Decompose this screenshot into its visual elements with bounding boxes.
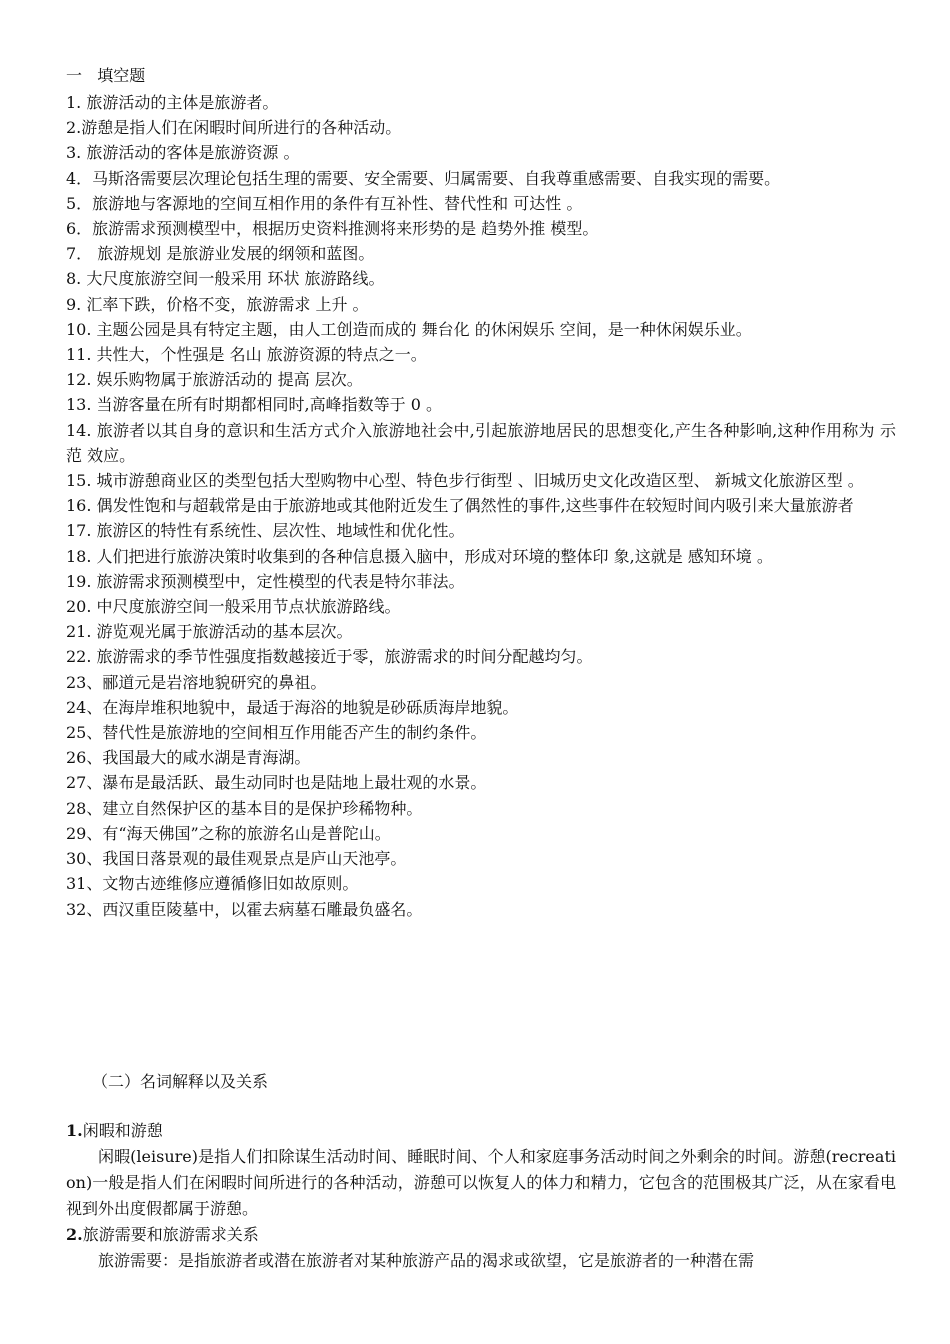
term-number: 2. bbox=[66, 1225, 83, 1244]
list-item: 21. 游览观光属于旅游活动的基本层次。 bbox=[66, 622, 353, 642]
list-item: 16. 偶发性饱和与超载常是由于旅游地或其他附近发生了偶然性的事件,这些事件在较短时间内吸引来大量旅游者 bbox=[66, 496, 854, 516]
term-title: 旅游需要和旅游需求关系 bbox=[82, 1225, 259, 1244]
list-item: 7． 旅游规划 是旅游业发展的纲领和蓝图。 bbox=[66, 244, 375, 264]
list-item: 10. 主题公园是具有特定主题，由人工创造而成的 舞台化 的休闲娱乐 空间，是一种休闲娱乐业。 bbox=[66, 319, 752, 339]
list-item: 9. 汇率下跌，价格不变，旅游需求 上升 。 bbox=[66, 294, 369, 314]
section-title-terms: （二）名词解释以及关系 bbox=[92, 1072, 269, 1091]
list-item: 31、文物古迹维修应遵循修旧如故原则。 bbox=[66, 874, 359, 894]
list-item: 19. 旅游需求预测模型中，定性模型的代表是特尔菲法。 bbox=[66, 571, 465, 591]
list-item: 22. 旅游需求的季节性强度指数越接近于零，旅游需求的时间分配越均匀。 bbox=[66, 647, 593, 667]
term-heading bbox=[66, 1118, 896, 1144]
list-item: 24、在海岸堆积地貌中，最适于海浴的地貌是砂砾质海岸地貌。 bbox=[66, 697, 519, 717]
list-item: 28、建立自然保护区的基本目的是保护珍稀物种。 bbox=[66, 798, 423, 818]
list-item: 32、西汉重臣陵墓中，以霍去病墓石雕最负盛名。 bbox=[66, 899, 423, 919]
list-item: 14. 旅游者以其自身的意识和生活方式介入旅游地社会中,引起旅游地居民的思想变化,产生各种影响,这种作用称为 示范 效应。 bbox=[66, 420, 896, 465]
term-heading bbox=[66, 1222, 896, 1248]
term-definitions bbox=[66, 1118, 896, 1274]
list-item: 13. 当游客量在所有时期都相同时,高峰指数等于 0 。 bbox=[66, 395, 442, 415]
list-item: 2.游憩是指人们在闲暇时间所进行的各种活动。 bbox=[66, 118, 402, 138]
term-paragraph: 旅游需要：是指旅游者或潜在旅游者对某种旅游产品的渴求或欲望，它是旅游者的一种潜在需 bbox=[98, 1251, 755, 1270]
list-item: 20. 中尺度旅游空间一般采用节点状旅游路线。 bbox=[66, 597, 401, 617]
list-item: 29、有“海天佛国”之称的旅游名山是普陀山。 bbox=[66, 823, 391, 843]
list-item: 25、替代性是旅游地的空间相互作用能否产生的制约条件。 bbox=[66, 723, 487, 743]
list-item: 6．旅游需求预测模型中，根据历史资料推测将来形势的是 趋势外推 模型。 bbox=[66, 219, 599, 239]
fill-in-items-list bbox=[66, 90, 896, 922]
list-item: 27、瀑布是最活跃、最生动同时也是陆地上最壮观的水景。 bbox=[66, 773, 487, 793]
term-number: 1. bbox=[66, 1121, 83, 1140]
section-title-fill-in: 一 填空题 bbox=[66, 66, 146, 85]
term-paragraph: 闲暇(leisure)是指人们扣除谋生活动时间、睡眠时间、个人和家庭事务活动时间之外剩余的时间。游憩(recreation)一般是指人们在闲暇时间所进行的各种活动，游憩可以恢复人的体力和精力，它包含的范围极其广泛，从在家看电视到外出度假都属于游憩。 bbox=[66, 1147, 896, 1218]
list-item: 1. 旅游活动的主体是旅游者。 bbox=[66, 93, 279, 112]
list-item: 17. 旅游区的特性有系统性、层次性、地域性和优化性。 bbox=[66, 521, 465, 541]
list-item: 5．旅游地与客源地的空间互相作用的条件有互补性、替代性和 可达性 。 bbox=[66, 193, 583, 213]
list-item: 11. 共性大，个性强是 名山 旅游资源的特点之一。 bbox=[66, 345, 427, 365]
list-item: 30、我国日落景观的最佳观景点是庐山天池亭。 bbox=[66, 849, 407, 869]
list-item: 3. 旅游活动的客体是旅游资源 。 bbox=[66, 143, 300, 163]
list-item: 4．马斯洛需要层次理论包括生理的需要、安全需要、归属需要、自我尊重感需要、自我实现的需要。 bbox=[66, 168, 781, 188]
list-item: 15. 城市游憩商业区的类型包括大型购物中心型、特色步行街型 、旧城历史文化改造区型、 新城文化旅游区型 。 bbox=[66, 471, 864, 491]
term-title: 闲暇和游憩 bbox=[82, 1121, 163, 1140]
list-item: 26、我国最大的咸水湖是青海湖。 bbox=[66, 748, 311, 768]
list-item: 18. 人们把进行旅游决策时收集到的各种信息摄入脑中，形成对环境的整体印 象,这就是 感知环境 。 bbox=[66, 546, 773, 566]
list-item: 12. 娱乐购物属于旅游活动的 提高 层次。 bbox=[66, 370, 363, 390]
list-item: 8. 大尺度旅游空间一般采用 环状 旅游路线。 bbox=[66, 269, 385, 289]
list-item: 23、郦道元是岩溶地貌研究的鼻祖。 bbox=[66, 672, 327, 692]
